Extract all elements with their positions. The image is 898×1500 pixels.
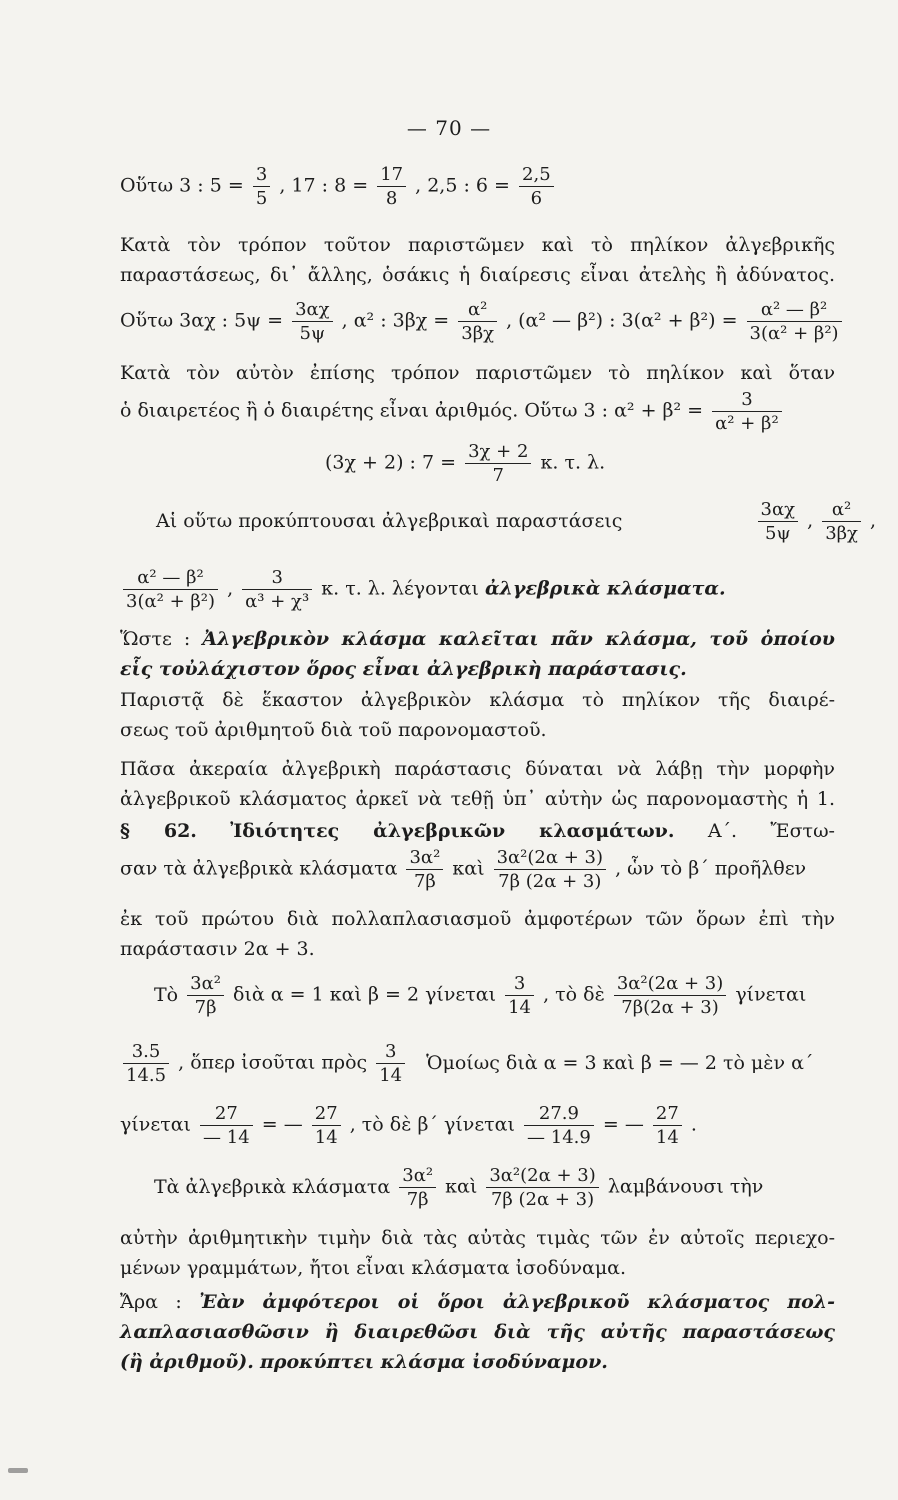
numerator: 3 bbox=[242, 566, 312, 590]
numerator: 2,5 bbox=[519, 163, 554, 187]
denominator: 7β bbox=[406, 1189, 429, 1210]
paragraph-line: Παριστᾷ δὲ ἕκαστον ἀλγεβρικὸν κλάσμα τὸ πηλίκον τῆς διαιρέ- bbox=[120, 689, 835, 711]
text: = — bbox=[261, 1113, 303, 1136]
numerator: 3 bbox=[253, 163, 270, 187]
text: Αἱ οὕτω προκύπτουσαι ἀλγεβρικαὶ παραστάσεις bbox=[156, 509, 623, 532]
fraction bbox=[242, 566, 312, 613]
numerator: 3χ + 2 bbox=[465, 440, 531, 464]
theorem-text: (ἢ ἀριθμοῦ). bbox=[120, 1351, 254, 1373]
numerator: 3 bbox=[505, 972, 534, 996]
numerator: 3.5 bbox=[123, 1040, 169, 1064]
text: Ὥστε : bbox=[120, 628, 191, 650]
denominator: — 14.9 bbox=[527, 1127, 591, 1148]
text: , 17 : 8 = bbox=[279, 174, 369, 197]
section-number: § 62. bbox=[120, 820, 197, 842]
fraction bbox=[458, 298, 497, 345]
section-heading-line bbox=[120, 818, 835, 844]
text: διὰ α = 1 καὶ β = 2 γίνεται bbox=[233, 983, 497, 1006]
definition-text: εἷς τοὐλάχιστον ὅρος εἶναι ἀλγεβρικὴ παράστασις. bbox=[120, 658, 687, 680]
paragraph-line: Κατὰ τὸν τρόπον τοῦτον παριστῶμεν καὶ τὸ πηλίκον ἀλγεβρικῆς bbox=[120, 234, 835, 256]
text: λαμβάνουσι τὴν bbox=[607, 1175, 764, 1198]
numerator: 27.9 bbox=[524, 1102, 594, 1126]
text: Ὁμοίως διὰ α = 3 καὶ β = — 2 τὸ μὲν α΄ bbox=[426, 1051, 814, 1074]
page-number: — 70 — bbox=[406, 116, 492, 140]
numerator: 27 bbox=[653, 1102, 682, 1126]
text: , 2,5 : 6 = bbox=[415, 174, 510, 197]
denominator: 3βχ bbox=[461, 323, 495, 344]
fraction bbox=[312, 1102, 341, 1149]
denominator: 14.5 bbox=[126, 1065, 167, 1086]
text: καὶ bbox=[452, 857, 485, 880]
denominator: — 14 bbox=[203, 1127, 250, 1148]
numerator: 3αχ bbox=[292, 298, 333, 322]
example-line-definition-intro: $\frac{\text{α² — β²}}{\text{3(α² + β²)}}$ , $\frac{3}{\text{α³ + χ³}}$ κ. τ. λ. λέγονται ἀλγεβρικὰ κλάσματα. bbox=[120, 566, 835, 613]
paragraph-line: μένων γραμμάτων, ἤτοι εἶναι κλάσματα ἰσοδύναμα. bbox=[120, 1257, 627, 1279]
fraction bbox=[123, 566, 218, 613]
fraction bbox=[653, 1102, 682, 1149]
denominator: 3βχ bbox=[825, 523, 858, 544]
numerator: α² — β² bbox=[747, 298, 842, 322]
denominator: 5ψ bbox=[299, 323, 326, 344]
numerator: 3 bbox=[376, 1040, 405, 1064]
numerator: 3αχ bbox=[758, 498, 799, 522]
denominator: 14 bbox=[314, 1127, 338, 1148]
text: = — bbox=[602, 1113, 644, 1136]
fraction bbox=[465, 440, 531, 487]
fraction bbox=[292, 298, 333, 345]
text: , α² : 3βχ = bbox=[341, 309, 450, 332]
theorem-line bbox=[120, 1289, 835, 1315]
text: (3χ + 2) : 7 = bbox=[325, 451, 457, 474]
text: σαν τὰ ἀλγεβρικὰ κλάσματα bbox=[120, 857, 398, 880]
denominator: 5ψ bbox=[765, 523, 791, 544]
denominator: 7 bbox=[492, 465, 504, 486]
numerator: 27 bbox=[312, 1102, 341, 1126]
fraction bbox=[614, 972, 726, 1019]
denominator: 7β bbox=[194, 997, 217, 1018]
example-line-numeric-division bbox=[120, 163, 835, 210]
numerator: α² bbox=[458, 298, 497, 322]
denominator: 8 bbox=[385, 188, 398, 209]
text: Τὸ bbox=[154, 983, 179, 1006]
text: γίνεται bbox=[120, 1113, 191, 1136]
fraction bbox=[822, 498, 861, 545]
paragraph-line: παραστάσεως, δι᾽ ἄλλης, ὁσάκις ἡ διαίρεσις εἶναι ἀτελὴς ἢ ἀδύνατος. bbox=[120, 264, 835, 286]
term-emphasis: ἀλγεβρικὰ κλάσματα. bbox=[484, 577, 726, 600]
text: Α΄. Ἔστω- bbox=[707, 820, 835, 842]
definition-line bbox=[120, 656, 835, 682]
fraction bbox=[187, 972, 224, 1019]
fraction bbox=[758, 498, 799, 545]
fraction bbox=[712, 388, 782, 435]
section-title: Ἰδιότητες ἀλγεβρικῶν κλασμάτων. bbox=[230, 820, 675, 842]
theorem-line bbox=[120, 1319, 835, 1345]
paragraph-line: ἀλγεβρικοῦ κλάσματος ἀρκεῖ νὰ τεθῇ ὑπ᾽ αὐτὴν ὡς παρονομαστὴς ἡ 1. bbox=[120, 788, 835, 810]
example-line-number-division bbox=[120, 388, 835, 435]
fraction bbox=[253, 163, 270, 210]
denominator: 3(α² + β²) bbox=[749, 323, 839, 344]
numerator: 3α² bbox=[187, 972, 224, 996]
text: , (α² — β²) : 3(α² + β²) = bbox=[506, 309, 738, 332]
text: Τὰ ἀλγεβρικὰ κλάσματα bbox=[154, 1175, 391, 1198]
fraction bbox=[399, 1164, 436, 1211]
text: Οὕτω 3 : 5 = bbox=[120, 174, 244, 197]
text: . bbox=[690, 1113, 697, 1136]
example-line-equivalent-fractions bbox=[120, 1164, 835, 1211]
denominator: 7β (2α + 3) bbox=[490, 1189, 595, 1210]
text: , ὧν τὸ β΄ προῆλθεν bbox=[615, 857, 807, 880]
text: , τὸ δὲ β΄ γίνεται bbox=[349, 1113, 515, 1136]
denominator: α³ + χ³ bbox=[245, 591, 310, 612]
fraction bbox=[377, 163, 406, 210]
paragraph-line: Κατὰ τὸν αὐτὸν ἐπίσης τρόπον παριστῶμεν τὸ πηλίκον καὶ ὅταν bbox=[120, 362, 835, 384]
denominator: 6 bbox=[530, 188, 543, 209]
example-line-equivalence bbox=[120, 1040, 835, 1087]
denominator: α² + β² bbox=[715, 413, 779, 434]
example-line-substitution bbox=[120, 972, 835, 1019]
numerator: 3 bbox=[712, 388, 782, 412]
denominator: 7β (2α + 3) bbox=[498, 871, 602, 892]
denominator: 5 bbox=[255, 188, 268, 209]
numerator: 3α²(2α + 3) bbox=[494, 846, 606, 870]
definition-line bbox=[120, 626, 835, 652]
fraction bbox=[376, 1040, 405, 1087]
numerator: α² bbox=[822, 498, 861, 522]
fraction bbox=[505, 972, 534, 1019]
denominator: 7β(2α + 3) bbox=[621, 997, 719, 1018]
fraction bbox=[406, 846, 443, 893]
fraction bbox=[123, 1040, 169, 1087]
numerator: 3α²(2α + 3) bbox=[614, 972, 726, 996]
paragraph-line: Πᾶσα ἀκεραία ἀλγεβρικὴ παράστασις δύναται νὰ λάβῃ τὴν μορφὴν bbox=[120, 758, 835, 780]
theorem-line bbox=[120, 1349, 835, 1375]
denominator: 3(α² + β²) bbox=[126, 591, 216, 612]
example-line-second-substitution bbox=[120, 1102, 835, 1149]
paragraph-line: αὐτὴν ἀριθμητικὴν τιμὴν διὰ τὰς αὐτὰς τιμὰς τῶν ἐν αὐτοῖς περιεχο- bbox=[120, 1227, 835, 1249]
denominator: 14 bbox=[379, 1065, 403, 1086]
theorem-text: λαπλασιασθῶσιν ἢ διαιρεθῶσι διὰ τῆς αὐτῆς παραστάσεως bbox=[120, 1321, 835, 1343]
denominator: 14 bbox=[508, 997, 532, 1018]
text: κ. τ. λ. λέγονται bbox=[321, 577, 479, 600]
numerator: 3α²(2α + 3) bbox=[486, 1164, 598, 1188]
fraction bbox=[200, 1102, 253, 1149]
example-line-binomial-division bbox=[325, 440, 725, 487]
text: Οὕτω 3αχ : 5ψ = bbox=[120, 309, 284, 332]
text: γίνεται bbox=[735, 983, 807, 1006]
numerator: α² — β² bbox=[123, 566, 218, 590]
fraction bbox=[486, 1164, 598, 1211]
text: ὁ διαιρετέος ἢ ὁ διαιρέτης εἶναι ἀριθμός. Οὕτω 3 : α² + β² = bbox=[120, 399, 704, 422]
text: , ὅπερ ἰσοῦται πρὸς bbox=[178, 1051, 368, 1074]
example-line-fractions bbox=[120, 846, 835, 893]
example-line-expressions: Αἱ οὕτω προκύπτουσαι ἀλγεβρικαὶ παραστάσεις $\frac{3\alpha\chi}{5\psi}$ , $\frac{\text{α²}}{3\beta\chi}$ , bbox=[156, 499, 877, 544]
denominator: 14 bbox=[655, 1127, 679, 1148]
example-line-algebraic-division bbox=[120, 298, 839, 345]
numerator: 3α² bbox=[399, 1164, 436, 1188]
scan-smudge bbox=[8, 1468, 28, 1473]
paragraph-line: σεως τοῦ ἀριθμητοῦ διὰ τοῦ παρονομαστοῦ. bbox=[120, 719, 547, 741]
definition-text: Ἀλγεβρικὸν κλάσμα καλεῖται πᾶν κλάσμα, τοῦ ὁποίου bbox=[202, 628, 835, 650]
denominator: 7β bbox=[413, 871, 436, 892]
fraction bbox=[747, 298, 842, 345]
text: καὶ bbox=[445, 1175, 478, 1198]
text: , τὸ δὲ bbox=[543, 983, 605, 1006]
paragraph-line: ἐκ τοῦ πρώτου διὰ πολλαπλασιασμοῦ ἀμφοτέρων τῶν ὅρων ἐπὶ τὴν bbox=[120, 908, 835, 930]
fraction bbox=[524, 1102, 594, 1149]
theorem-text: προκύπτει κλάσμα ἰσοδύναμον. bbox=[259, 1351, 608, 1373]
numerator: 3α² bbox=[406, 846, 443, 870]
numerator: 17 bbox=[377, 163, 406, 187]
numerator: 27 bbox=[200, 1102, 253, 1126]
fraction bbox=[519, 163, 554, 210]
text: κ. τ. λ. bbox=[540, 451, 606, 474]
theorem-text: Ἐὰν ἀμφότεροι οἱ ὅροι ἀλγεβρικοῦ κλάσματος πολ- bbox=[199, 1291, 835, 1313]
fraction bbox=[494, 846, 606, 893]
paragraph-line: παράστασιν 2α + 3. bbox=[120, 938, 315, 960]
text: Ἄρα : bbox=[120, 1291, 182, 1313]
